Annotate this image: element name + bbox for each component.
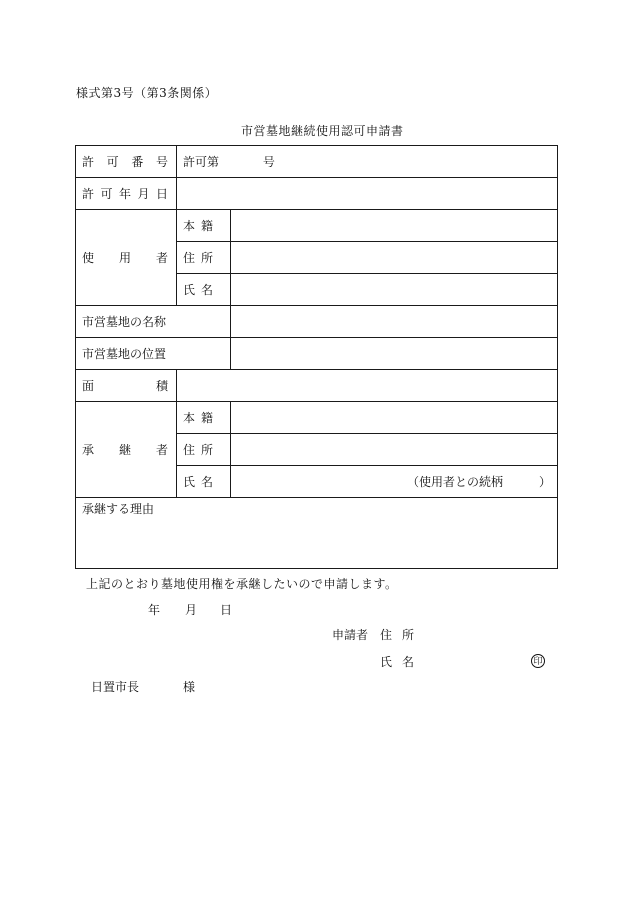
value-area[interactable]	[177, 370, 558, 402]
label-successor: 承 継 者	[76, 402, 177, 498]
row-user-domicile	[76, 210, 558, 242]
addressee-honorific: 様	[183, 680, 196, 694]
applicant-label: 申請者	[332, 628, 369, 642]
label-reason: 承継する理由	[82, 502, 155, 516]
sub-label-successor-address: 住 所	[177, 434, 231, 466]
row-successor-domicile	[76, 402, 558, 434]
permit-prefix: 許可第	[183, 154, 220, 169]
row-reason	[76, 498, 558, 569]
label-cemetery-name: 市営墓地の名称	[76, 306, 231, 338]
value-successor-address[interactable]	[231, 434, 558, 466]
date-day: 日	[220, 603, 233, 617]
value-cemetery-location[interactable]	[231, 338, 558, 370]
form-number: 様式第3号（第3条関係）	[76, 86, 218, 100]
value-cemetery-name[interactable]	[231, 306, 558, 338]
row-area	[76, 370, 558, 402]
applicant-name-label: 氏 名	[380, 655, 414, 669]
value-user-domicile[interactable]	[231, 210, 558, 242]
label-permit-number-text: 許 可 番 号	[82, 154, 168, 169]
sub-label-user-address: 住 所	[177, 242, 231, 274]
permit-suffix: 号	[262, 154, 275, 169]
applicant-address-label: 住 所	[380, 628, 414, 642]
statement: 上記のとおり墓地使用権を承継したいので申請します。	[86, 577, 398, 591]
addressee-name: 日置市長	[91, 680, 140, 694]
label-cemetery-location: 市営墓地の位置	[76, 338, 231, 370]
sub-label-successor-name: 氏 名	[177, 466, 231, 498]
sub-label-user-domicile: 本 籍	[177, 210, 231, 242]
label-user: 使 用 者	[76, 210, 177, 306]
value-successor-name[interactable]	[231, 466, 558, 498]
value-permit-date[interactable]	[177, 178, 558, 210]
label-permit-number	[76, 146, 177, 178]
document-title: 市営墓地継続使用認可申請書	[241, 124, 404, 138]
value-successor-domicile[interactable]	[231, 402, 558, 434]
row-cemetery-location	[76, 338, 558, 370]
row-permit-number	[76, 146, 558, 178]
date-month: 月	[185, 603, 198, 617]
label-permit-date: 許 可 年 月 日	[76, 178, 177, 210]
value-user-name[interactable]	[231, 274, 558, 306]
value-user-address[interactable]	[231, 242, 558, 274]
label-area: 面 積	[76, 370, 177, 402]
row-permit-date	[76, 178, 558, 210]
relation-note: （使用者との続柄 ）	[407, 474, 552, 489]
seal-icon: 印	[531, 654, 545, 668]
date-year: 年	[148, 603, 161, 617]
row-cemetery-name	[76, 306, 558, 338]
reason-field[interactable]	[76, 498, 558, 569]
value-permit-number[interactable]	[177, 146, 558, 178]
sub-label-user-name: 氏 名	[177, 274, 231, 306]
application-form-table	[75, 145, 558, 569]
sub-label-successor-domicile: 本 籍	[177, 402, 231, 434]
